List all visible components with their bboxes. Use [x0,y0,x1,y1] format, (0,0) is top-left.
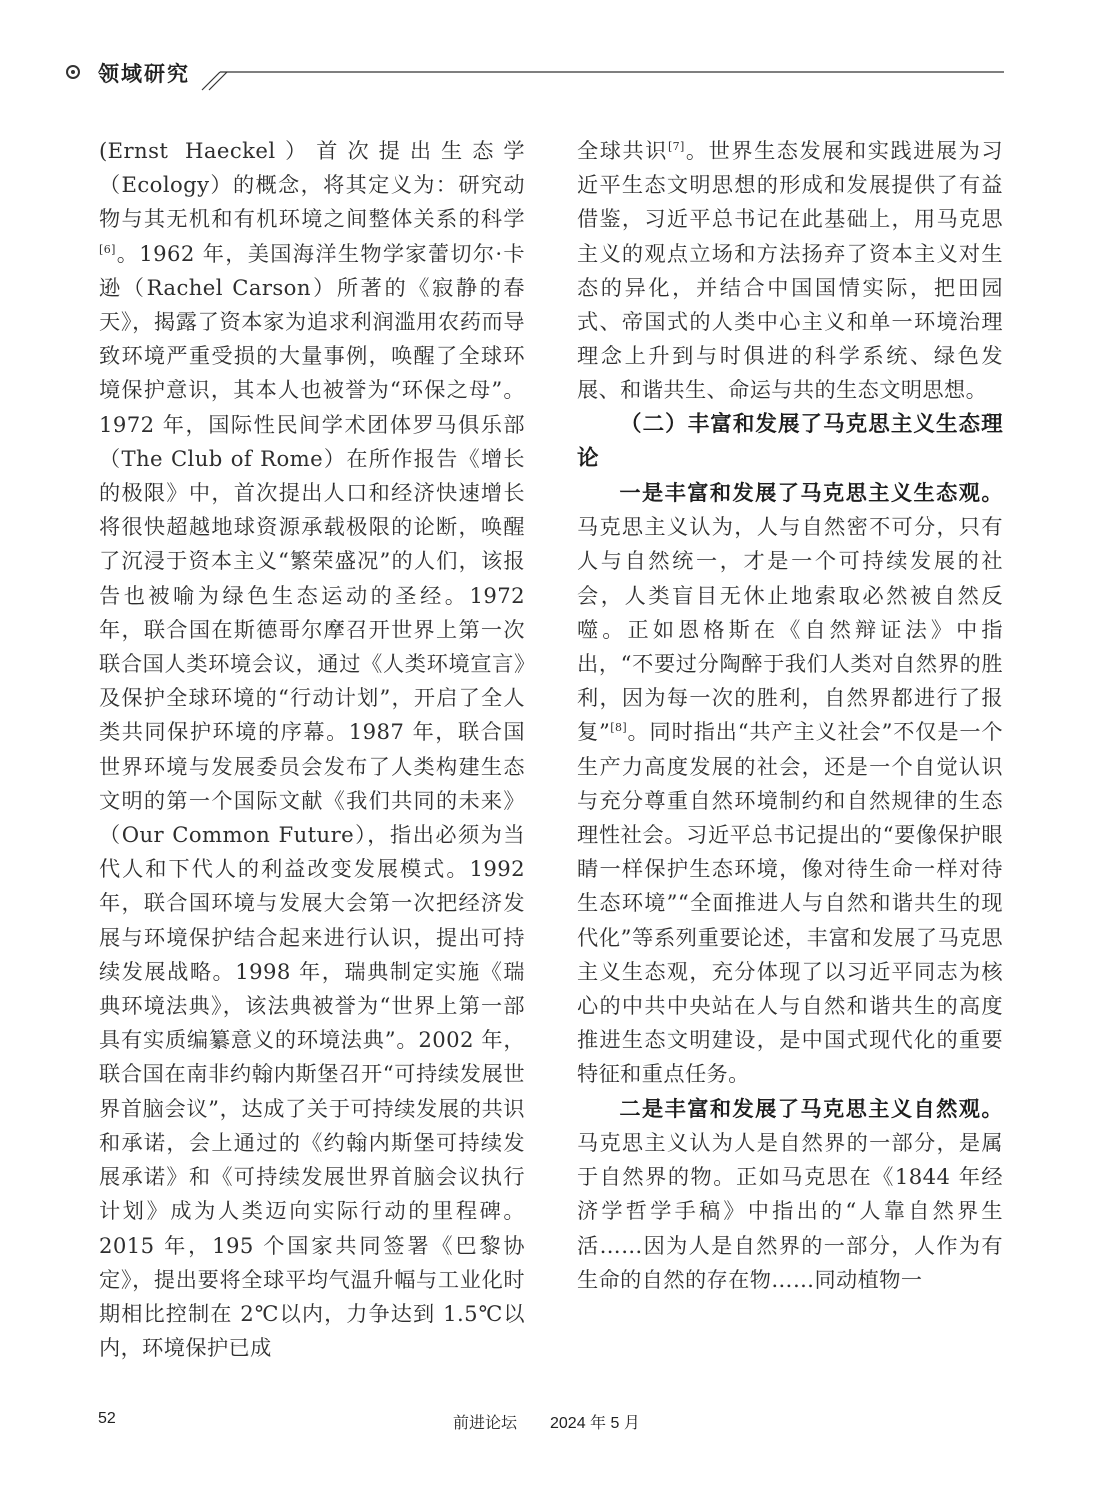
right-column [577,134,1003,1297]
paragraph: (Ernst Haeckel）首次提出生态学（Ecology）的概念，将其定义为：研究动物与其无机和有机环境之间整体关系的科学[6]。1962 年，美国海洋生物学家蕾切尔·卡逊（Rachel Carson）所著的《寂静的春天》，揭露了资本家为追求利润滥用农药而导致环境严重受损的大量事例，唤醒了全球环境保护意识，其本人也被誉为“环保之母”。1972 年，国际性民间学术团体罗马俱乐部（The Club of Rome）在所作报告《增长的极限》中，首次提出人口和经济快速增长将很快超越地球资源承载极限的论断，唤醒了沉浸于资本主义“繁荣盛况”的人们，该报告也被喻为绿色生态运动的圣经。1972 年，联合国在斯德哥尔摩召开世界上第一次联合国人类环境会议，通过《人类环境宣言》及保护全球环境的“行动计划”，开启了全人类共同保护环境的序幕。1987 年，联合国世界环境与发展委员会发布了人类构建生态文明的第一个国际文献《我们共同的未来》（Our Common Future），指出必须为当代人和下代人的利益改变发展模式。1992 年，联合国环境与发展大会第一次把经济发展与环境保护结合起来进行认识，提出可持续发展战略。1998 年，瑞典制定实施《瑞典环境法典》，该法典被誉为“世界上第一部具有实质编纂意义的环境法典”。2002 年，联合国在南非约翰内斯堡召开“可持续发展世界首脑会议”，达成了关于可持续发展的共识和承诺，会上通过的《约翰内斯堡可持续发展承诺》和《可持续发展世界首脑会议执行计划》成为人类迈向实际行动的里程碑。2015 年，195 个国家共同签署《巴黎协定》，提出要将全球平均气温升幅与工业化时期相比控制在 2℃以内，力争达到 1.5℃以内，环境保护已成 [99,138,525,1361]
paragraph: 一是丰富和发展了马克思主义生态观。马克思主义认为，人与自然密不可分，只有人与自然统一，才是一个可持续发展的社会，人类盲目无休止地索取必然被自然反噬。正如恩格斯在《自然辩证法》中指出，“不要过分陶醉于我们人类对自然界的胜利，因为每一次的胜利，自然界都进行了报复”[8]。同时指出“共产主义社会”不仅是一个生产力高度发展的社会，还是一个自觉认识与充分尊重自然环境制约和自然规律的生态理性社会。习近平总书记提出的“要像保护眼睛一样保护生态环境，像对待生命一样对待生态环境”“全面推进人与自然和谐共生的现代化”等系列重要论述，丰富和发展了马克思主义生态观，充分体现了以习近平同志为核心的中共中央站在人与自然和谐共生的高度推进生态文明建设，是中国式现代化的重要特征和重点任务。 [577,480,1003,1087]
page-header [62,54,1004,94]
citation-ref: [8] [610,721,628,735]
page-footer [0,1410,1102,1434]
issue-date: 2024 年 5 月 [550,1415,640,1432]
subsection-heading: （二）丰富和发展了马克思主义生态理论 [577,411,1003,471]
paragraph: 二是丰富和发展了马克思主义自然观。马克思主义认为人是自然界的一部分，是属于自然界的物。正如马克思在《1844 年经济学哲学手稿》中指出的“人靠自然界生活……因为人是自然界的一部分，人作为有生命的自然的存在物……同动植物一 [577,1095,1003,1292]
header-rule [62,54,1004,94]
citation-ref: [7] [667,139,685,153]
journal-name: 前进论坛 [453,1415,518,1432]
citation-ref: [6] [99,242,116,256]
paragraph-lead: 一是丰富和发展了马克思主义生态观。 [619,480,1003,506]
left-column [99,134,525,1365]
page-number: 52 [98,1410,116,1427]
section-bullet-icon [66,65,80,79]
paragraph: 全球共识[7]。世界生态发展和实践进展为习近平生态文明思想的形成和发展提供了有益借鉴，习近平总书记在此基础上，用马克思主义的观点立场和方法扬弃了资本主义对生态的异化，并结合中国国情实际，把田园式、帝国式的人类中心主义和单一环境治理理念上升到与时俱进的科学系统、绿色发展、和谐共生、命运与共的生态文明思想。 [577,138,1003,403]
section-title: 领域研究 [98,61,190,86]
paragraph-lead: 二是丰富和发展了马克思主义自然观。 [619,1095,1003,1121]
